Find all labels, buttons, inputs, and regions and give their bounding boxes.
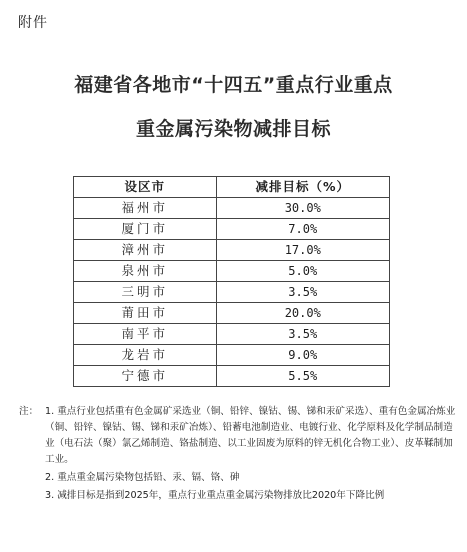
- area-cell: 福州市: [74, 198, 217, 219]
- table-row: [74, 282, 390, 303]
- area-cell: 三明市: [74, 282, 217, 303]
- target-value-cell: 5.0%: [216, 261, 390, 282]
- attachment-label: 附件: [18, 15, 48, 31]
- area-cell: 莆田市: [74, 303, 217, 324]
- target-value-cell: 5.5%: [216, 366, 390, 387]
- target-value-cell: 7.0%: [216, 219, 390, 240]
- table-row: [74, 261, 390, 282]
- area-cell: 南平市: [74, 324, 217, 345]
- table-header-row: [74, 177, 390, 198]
- table-row: [74, 198, 390, 219]
- column-header-area: 设区市: [74, 177, 217, 198]
- notes-prefix: 注：: [19, 406, 39, 417]
- area-cell: 漳州市: [74, 240, 217, 261]
- reduction-targets-table: [73, 176, 390, 387]
- target-value-cell: 9.0%: [216, 345, 390, 366]
- notes-section: [19, 404, 459, 506]
- document-title-line-1: 福建省各地市“十四五”重点行业重点: [74, 74, 393, 96]
- area-cell: 厦门市: [74, 219, 217, 240]
- note-text: 2. 重点重金属污染物包括铅、汞、镉、铬、砷: [45, 472, 240, 483]
- target-value-cell: 20.0%: [216, 303, 390, 324]
- note-item: [19, 470, 459, 486]
- note-text: 1. 重点行业包括重有色金属矿采选业（铜、铅锌、镍钴、锡、锑和汞矿采选）、重有色金属冶炼业（铜、铅锌、镍钴、锡、锑和汞矿冶炼）、铅蓄电池制造业、电镀行业、化学原料及化学制品制造业（电石法（聚）氯乙烯制造、铬盐制造、以工业固废为原料的锌无机化合物工业）、皮革鞣制加工业。: [45, 406, 456, 465]
- table-row: [74, 219, 390, 240]
- note-text: 3. 减排目标是指到2025年，重点行业重点重金属污染物排放比2020年下降比例: [45, 490, 385, 501]
- table-row: [74, 324, 390, 345]
- note-item: [19, 488, 459, 504]
- table-row: [74, 366, 390, 387]
- area-cell: 泉州市: [74, 261, 217, 282]
- target-value-cell: 30.0%: [216, 198, 390, 219]
- target-value-cell: 17.0%: [216, 240, 390, 261]
- target-value-cell: 3.5%: [216, 324, 390, 345]
- table-row: [74, 345, 390, 366]
- document-title-line-2: 重金属污染物减排目标: [135, 118, 331, 140]
- area-cell: 龙岩市: [74, 345, 217, 366]
- note-item: [19, 404, 459, 468]
- column-header-target: 减排目标（%）: [216, 177, 390, 198]
- target-value-cell: 3.5%: [216, 282, 390, 303]
- area-cell: 宁德市: [74, 366, 217, 387]
- table-row: [74, 240, 390, 261]
- table-row: [74, 303, 390, 324]
